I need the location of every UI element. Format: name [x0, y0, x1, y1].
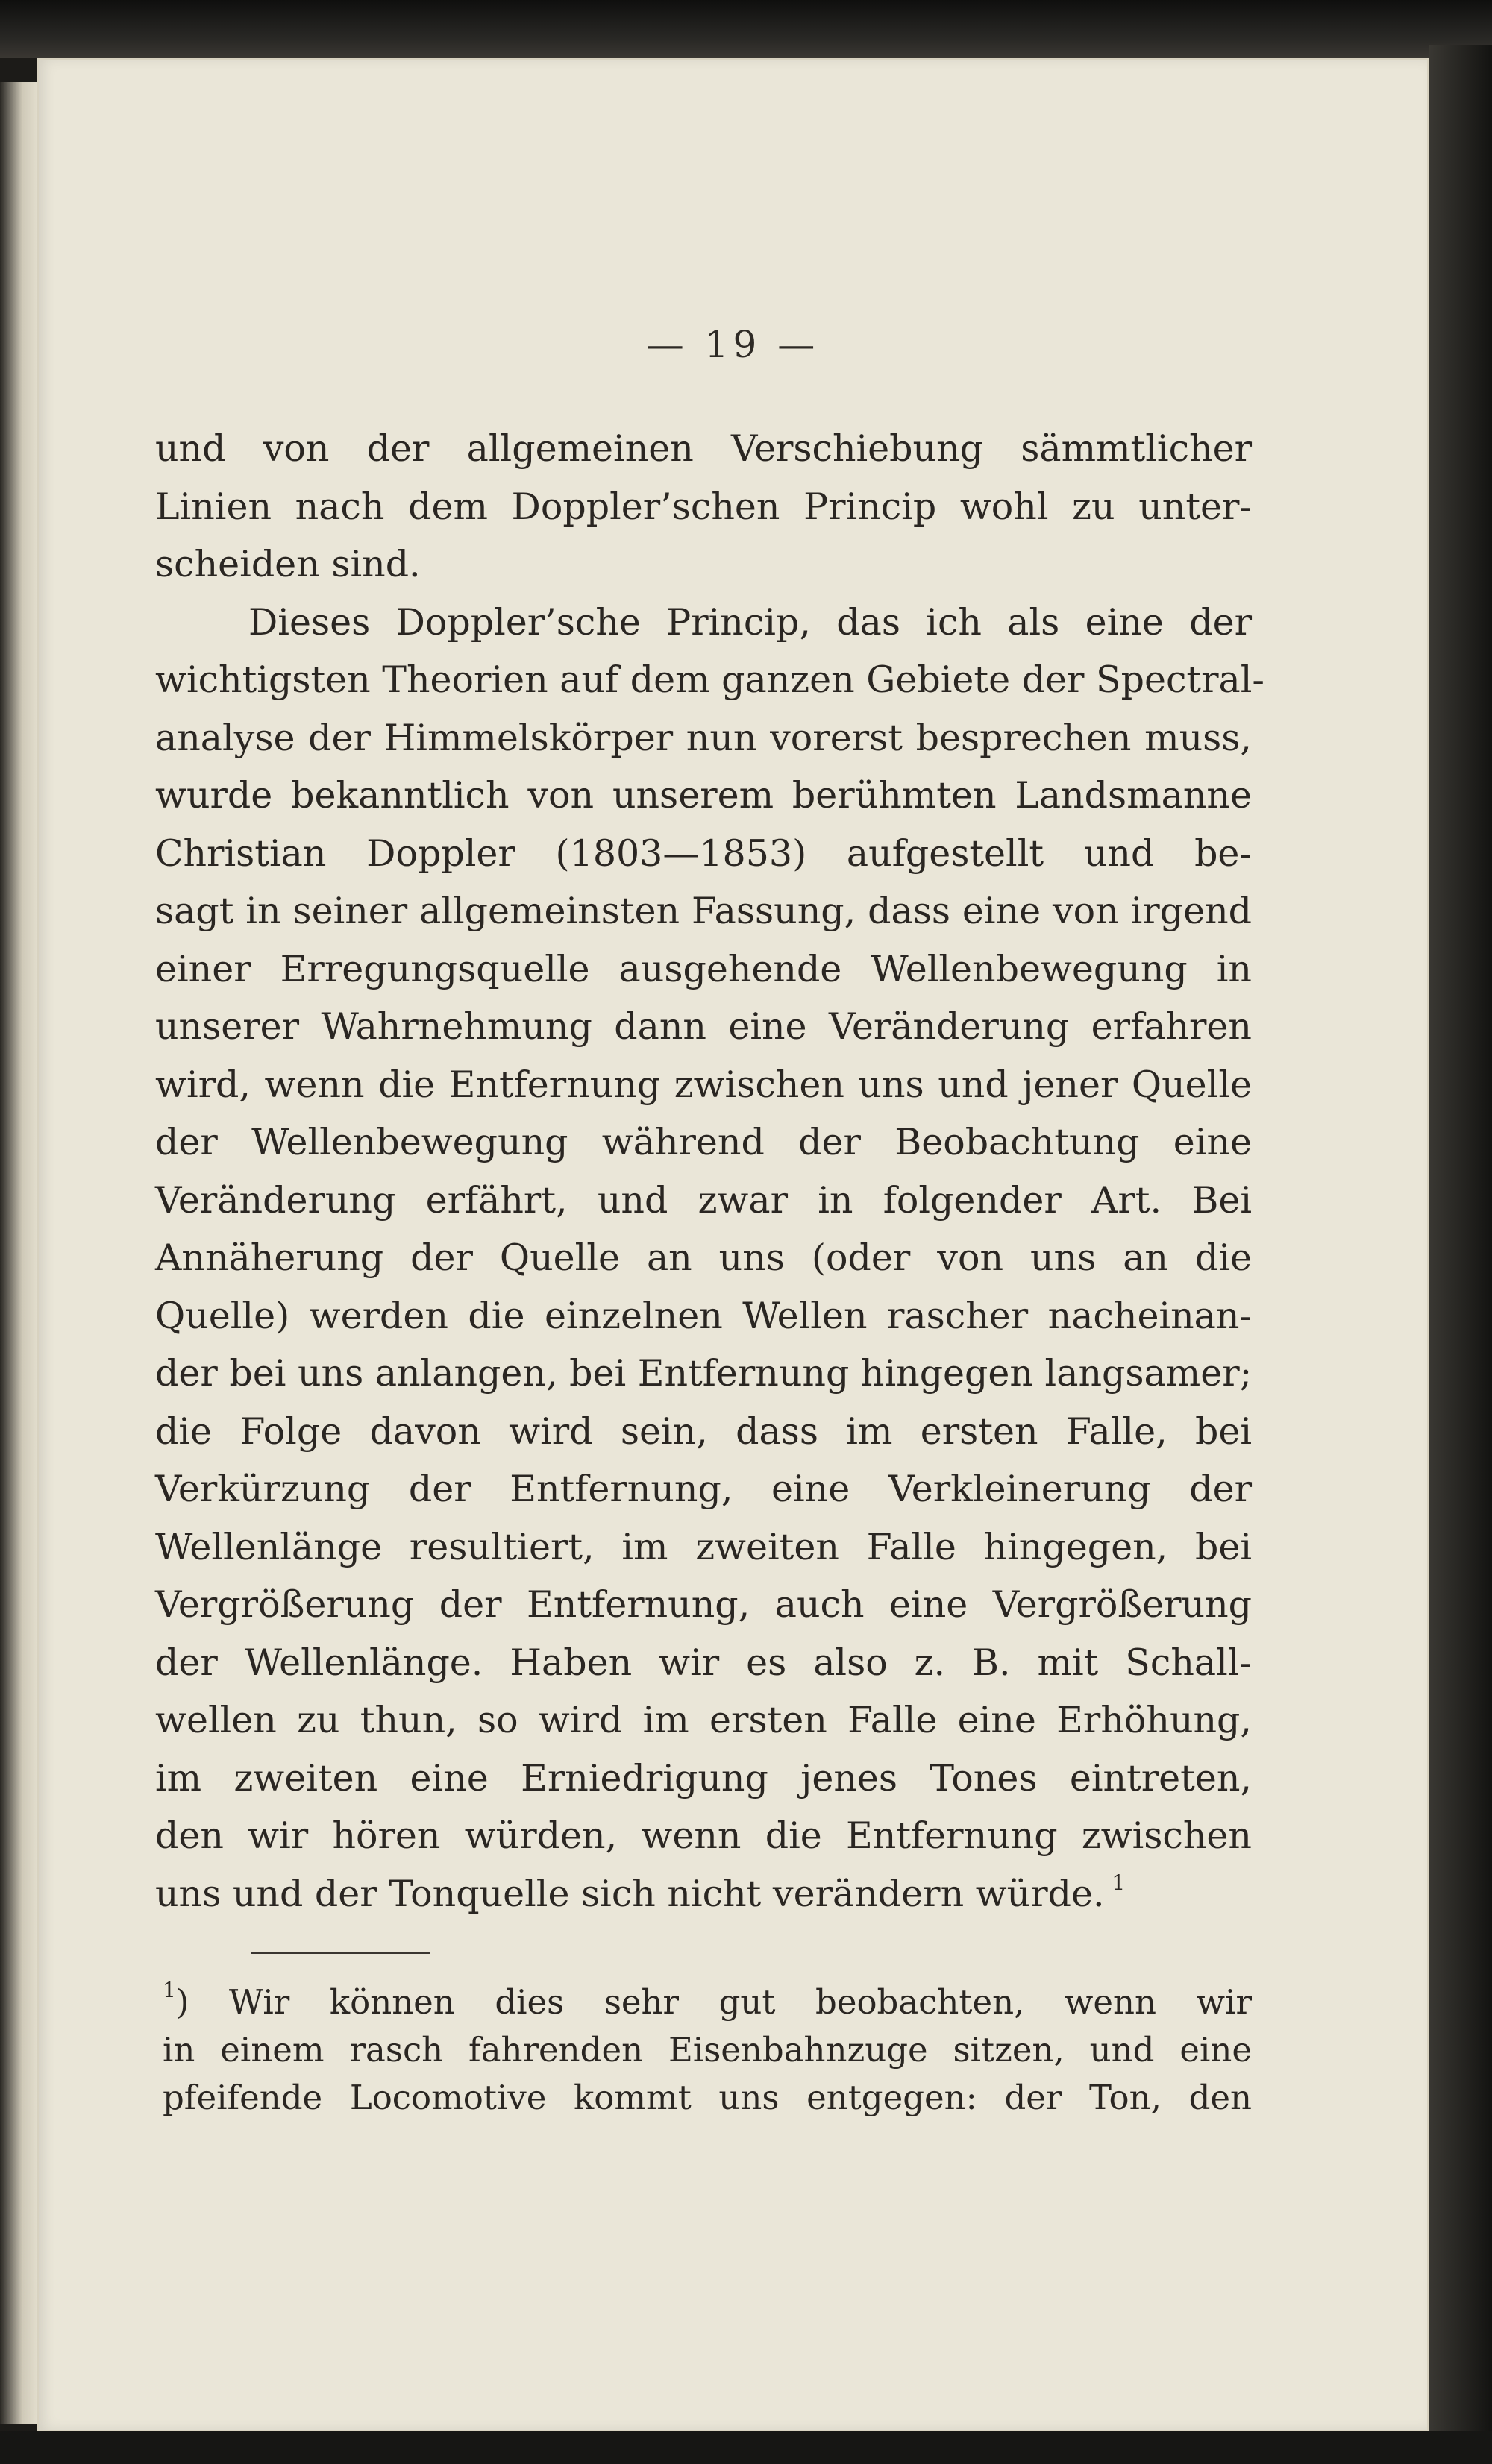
- footnote: [163, 1979, 1252, 2122]
- footnote-reference: 1: [1112, 1870, 1126, 1895]
- footnote-line: in einem rasch fahrenden Eisenbahnzuge sitzen, und eine: [163, 2030, 1252, 2069]
- text-line: sagt in seiner allgemeinsten Fassung, dass eine von irgend: [155, 890, 1252, 932]
- text-line: analyse der Himmelskörper nun vorerst besprechen muss,: [155, 716, 1252, 759]
- text-line: der Wellenbewegung während der Beobachtung eine: [155, 1121, 1252, 1163]
- text-line: wellen zu thun, so wird im ersten Falle eine Erhöhung,: [155, 1699, 1252, 1741]
- text-line: wird, wenn die Entfernung zwischen uns und jener Quelle: [155, 1063, 1252, 1106]
- text-line: Christian Doppler (1803—1853) aufgestellt und be-: [155, 832, 1252, 875]
- book-left-edge: [0, 82, 37, 2424]
- body-text: [155, 420, 1264, 1923]
- text-line: der bei uns anlangen, bei Entfernung hingegen langsamer;: [155, 1352, 1253, 1395]
- footnote-rule: [251, 1952, 430, 1954]
- text-line: Linien nach dem Doppler’schen Princip wohl zu unter-: [155, 485, 1252, 528]
- text-line: Wellenlänge resultiert, im zweiten Falle hingegen, bei: [155, 1525, 1252, 1568]
- text-line: Verkürzung der Entfernung, eine Verkleinerung der: [155, 1468, 1252, 1510]
- text-line: wurde bekanntlich von unserem berühmten Landsmanne: [155, 774, 1252, 817]
- text-line: den wir hören würden, wenn die Entfernung zwischen: [155, 1814, 1252, 1857]
- text-line: Vergrößerung der Entfernung, auch eine Vergrößerung: [155, 1583, 1252, 1626]
- text-line: der Wellenlänge. Haben wir es also z. B. mit Schall-: [155, 1641, 1252, 1684]
- text-line: uns und der Tonquelle sich nicht verändern würde. $^1$: [155, 1870, 1126, 1915]
- text-line: die Folge davon wird sein, dass im ersten Falle, bei: [155, 1409, 1252, 1453]
- book-top-edge: [0, 0, 1492, 58]
- text-line: im zweiten eine Erniedrigung jenes Tones eintreten,: [155, 1756, 1252, 1800]
- text-line: Veränderung erfährt, und zwar in folgender Art. Bei: [155, 1178, 1252, 1222]
- book-page: [37, 58, 1429, 2431]
- footnote-line: pfeifende Locomotive kommt uns entgegen: der Ton, den: [163, 2078, 1252, 2117]
- footnote-line: $^1$) Wir können dies sehr gut beobachten, wenn wir: [163, 1978, 1252, 2022]
- text-line: einer Erregungsquelle ausgehende Wellenbewegung in: [155, 947, 1252, 990]
- text-line: Annäherung der Quelle an uns (oder von uns an die: [155, 1236, 1252, 1279]
- page-number: — 19 —: [646, 323, 820, 366]
- text-line: Dieses Doppler’sche Princip, das ich als eine der: [248, 600, 1252, 644]
- footnote-marker: 1: [163, 1978, 176, 2002]
- book-binding-edge: [1429, 45, 1492, 2464]
- text-line: scheiden sind.: [155, 543, 421, 585]
- text-line: unserer Wahrnehmung dann eine Veränderung erfahren: [155, 1005, 1252, 1048]
- text-line: und von der allgemeinen Verschiebung sämmtlicher: [155, 427, 1252, 470]
- text-line: wichtigsten Theorien auf dem ganzen Gebiete der Spectral-: [155, 659, 1264, 701]
- book-bottom-edge: [0, 2431, 1492, 2464]
- text-line: Quelle) werden die einzelnen Wellen rascher nacheinan-: [155, 1294, 1252, 1337]
